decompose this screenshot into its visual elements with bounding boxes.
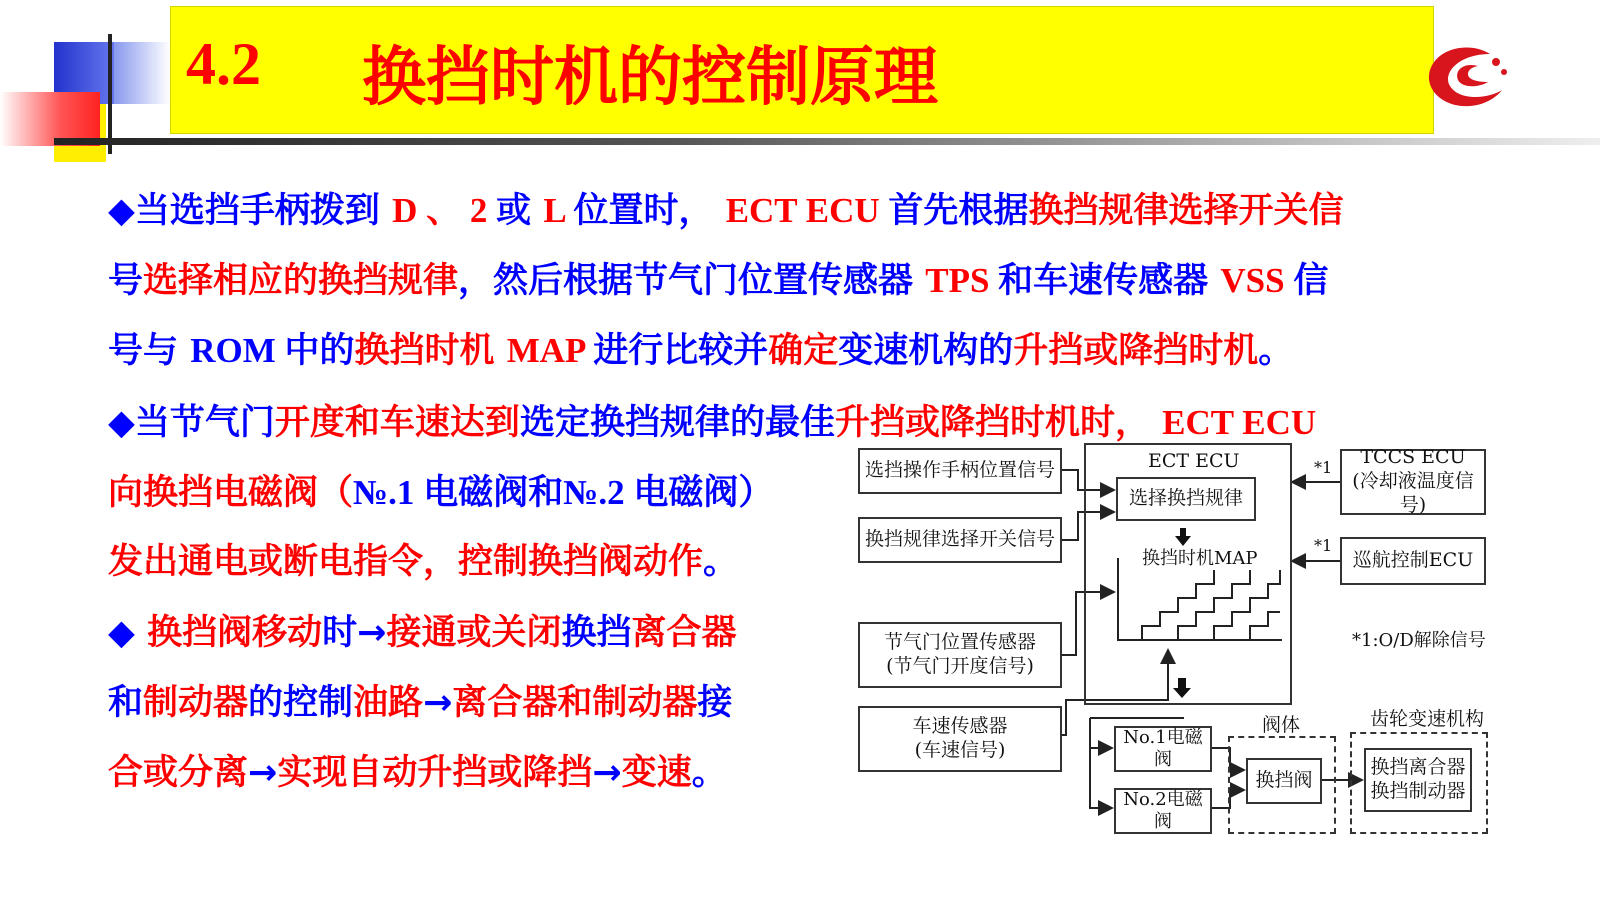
box-label: (车速信号) — [914, 739, 1006, 761]
text-segment: 。 — [1258, 331, 1294, 371]
tps-sensor-box — [858, 622, 1062, 688]
shift-map-label: 换挡时机MAP — [1142, 548, 1258, 569]
text-segment: 选定换挡规律的最佳 — [519, 403, 835, 443]
text-segment: 离合器 — [631, 613, 737, 653]
text-segment: ◆当节气门 — [108, 403, 275, 443]
text-segment: 和 — [108, 683, 144, 723]
text-segment: ◆当选挡手柄拨到 — [108, 191, 393, 231]
text-segment: 制动器 — [143, 683, 249, 723]
box-label: No.1电磁阀 — [1123, 726, 1203, 770]
box-label: 换挡离合器 — [1370, 756, 1466, 779]
text-segment: 首先根据 — [888, 191, 1029, 231]
text-segment: 号 — [108, 261, 144, 301]
text-segment: 离合器和制动器 — [452, 683, 698, 723]
text-segment: 。 — [691, 753, 727, 793]
section-number: 4.2 — [186, 31, 261, 97]
text-segment: 进行比较并 — [593, 331, 769, 371]
text-segment: → — [423, 683, 453, 723]
solenoid-2-box — [1114, 788, 1212, 834]
text-segment: ，然后根据节气门位置传感器 — [458, 261, 926, 301]
mode-switch-signal-box — [858, 517, 1062, 563]
text-segment: ◆ — [108, 613, 148, 653]
text-segment: MAP — [506, 331, 594, 370]
text-segment: VSS — [1220, 261, 1294, 300]
box-label: 换挡制动器 — [1370, 780, 1466, 802]
text-segment: 和车速传感器 — [998, 261, 1221, 301]
text-segment: 电磁阀和 — [423, 473, 564, 513]
text-segment: → — [592, 753, 622, 793]
page-title: 换挡时机的控制原理 — [362, 41, 938, 115]
ect-ecu-label: ECT ECU — [1148, 450, 1240, 472]
shift-lever-signal-box — [858, 448, 1062, 494]
text-segment: 油路 — [353, 683, 424, 723]
text-segment: 接通或关闭 — [386, 613, 562, 653]
footnote: *1:O/D解除信号 — [1352, 630, 1486, 651]
box-label: 选择换挡规律 — [1128, 487, 1243, 510]
text-segment: 变速 — [621, 753, 692, 793]
box-label: (冷却液温度信号) — [1352, 470, 1474, 516]
text-segment: 换挡阀移动 — [147, 613, 323, 653]
box-label: No.2电磁阀 — [1123, 788, 1203, 832]
text-segment: 中的 — [284, 331, 355, 371]
text-segment: L — [543, 191, 574, 230]
text-segment: D 、 2 — [392, 191, 497, 230]
text-segment: 或 — [496, 191, 544, 231]
text-segment: 升挡或降挡时机 — [1013, 331, 1259, 371]
text-segment: 向换挡电磁阀（ — [108, 473, 354, 513]
text-segment: 。 — [703, 542, 739, 582]
tccs-ecu-box — [1340, 446, 1486, 516]
text-segment: ROM — [190, 331, 285, 370]
od-mark-1: *1 — [1314, 458, 1333, 477]
text-segment: №.2 — [563, 473, 634, 512]
text-segment: 选择相应的换挡规律 — [143, 261, 459, 301]
text-segment: 位置时， — [573, 191, 726, 231]
text-segment: → — [248, 753, 278, 793]
text-segment: 合或分离 — [108, 753, 249, 793]
text-segment: 开度和车速达到 — [274, 403, 520, 443]
text-segment: 换挡规律选择开关信 — [1028, 191, 1344, 231]
text-segment: 电磁阀） — [633, 473, 774, 513]
text-segment: ECT ECU — [1162, 403, 1317, 442]
text-segment: 号与 — [108, 331, 191, 371]
valve-body-label: 阀体 — [1262, 714, 1301, 736]
box-label: 换挡阀 — [1255, 769, 1313, 792]
cruise-ecu-box — [1340, 537, 1486, 585]
box-label: 车速传感器 — [912, 715, 1008, 738]
box-label: 巡航控制ECU — [1352, 549, 1474, 572]
text-segment: TPS — [925, 261, 999, 300]
text-segment: 实现自动升挡或降挡 — [277, 753, 593, 793]
box-label: 选挡操作手柄位置信号 — [864, 459, 1055, 482]
vss-sensor-box — [858, 706, 1062, 772]
text-segment: 接 — [697, 683, 733, 723]
text-segment: 的控制 — [248, 683, 354, 723]
text-segment: 确定 — [768, 331, 839, 371]
text-segment: 发出通电或断电指令，控制换挡阀动作 — [108, 542, 704, 582]
gear-mechanism-label: 齿轮变速机构 — [1370, 708, 1485, 730]
text-segment: 升挡或降挡时机时， — [834, 403, 1163, 443]
select-rule-box — [1116, 477, 1256, 521]
text-segment: 换挡时机 — [354, 331, 507, 371]
text-segment: 信 — [1293, 261, 1329, 301]
solenoid-1-box — [1114, 726, 1212, 772]
box-label: (节气门开度信号) — [886, 655, 1034, 677]
text-segment: ECT ECU — [725, 191, 889, 230]
text-segment: №.1 — [353, 473, 424, 512]
box-label: TCCS ECU — [1360, 446, 1466, 469]
text-segment: 时→ — [322, 613, 387, 653]
text-segment: 变速机构的 — [838, 331, 1014, 371]
clutch-brake-box — [1364, 748, 1472, 812]
box-label: 换挡规律选择开关信号 — [864, 528, 1055, 551]
shift-valve-box — [1246, 758, 1322, 804]
od-mark-2: *1 — [1314, 536, 1333, 555]
box-label: 节气门位置传感器 — [883, 631, 1036, 654]
text-segment: 换挡 — [561, 613, 632, 653]
